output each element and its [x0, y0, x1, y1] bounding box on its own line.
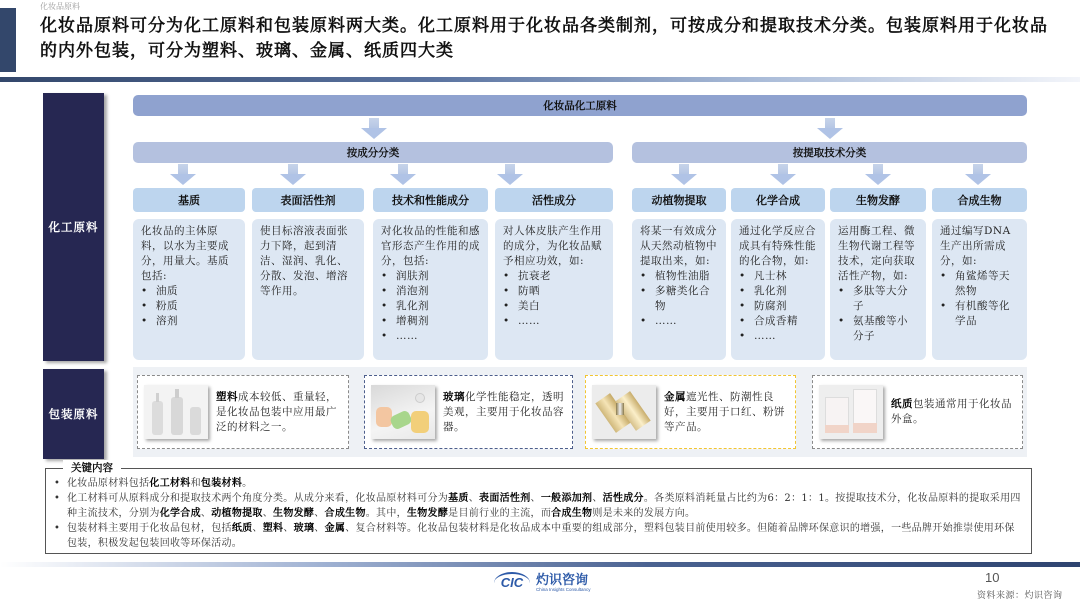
breadcrumb: 化妆品原料 — [40, 2, 80, 11]
arrow-down-icon — [280, 164, 306, 186]
list-item: • …… — [640, 314, 718, 329]
card-fermentation — [830, 219, 926, 360]
logo-name-cn: 灼识咨询 — [536, 572, 589, 587]
card-functional — [373, 219, 488, 360]
card-base — [133, 219, 245, 360]
packaging-desc: 化学性能稳定，透明美观，主要用于化妆品容器。 — [443, 390, 564, 433]
packaging-name: 玻璃 — [443, 390, 465, 403]
list-item: • 抗衰老 — [503, 269, 605, 284]
node-by-extraction: 按提取技术分类 — [632, 142, 1027, 163]
source-note: 资料来源：灼识咨询 — [977, 591, 1063, 601]
packaging-desc: 遮光性、防潮性良好，主要用于口红、粉饼等产品。 — [664, 390, 785, 433]
card-synthetic-biology — [932, 219, 1027, 360]
list-item: • 凡士林 — [739, 269, 817, 284]
card-extraction — [632, 219, 726, 360]
arrow-down-icon — [965, 164, 991, 186]
page-number: 10 — [985, 570, 1000, 585]
arrow-down-icon — [817, 118, 843, 140]
list-item: • 有机酸等化学品 — [940, 299, 1019, 329]
root-node: 化妆品化工原料 — [133, 95, 1027, 116]
arrow-down-icon — [361, 118, 387, 140]
category-active: 活性成分 — [495, 188, 613, 212]
category-chemical-synthesis: 化学合成 — [731, 188, 825, 212]
card-desc: 运用酶工程、微生物代谢工程等技术，定向获取活性产物，如: — [838, 225, 915, 282]
metal-lipstick-image — [592, 385, 656, 439]
arrow-down-icon — [390, 164, 416, 186]
list-item: • 合成香精 — [739, 314, 817, 329]
list-item: • …… — [503, 314, 605, 329]
packaging-name: 金属 — [664, 390, 686, 403]
list-item: • 角鲨烯等天然物 — [940, 269, 1019, 299]
plastic-bottles-image — [144, 385, 208, 439]
card-desc: 通过化学反应合成具有特殊性能的化合物，如: — [739, 225, 816, 267]
list-item: • …… — [381, 329, 480, 344]
list-item: • 氨基酸等小分子 — [838, 314, 918, 344]
packaging-glass — [364, 375, 573, 449]
card-desc: 通过编写DNA生产出所需成分，如: — [940, 225, 1011, 267]
card-active — [495, 219, 613, 360]
list-item: • 多糖类化合物 — [640, 284, 718, 314]
glass-bottles-image — [371, 385, 435, 439]
card-desc: 将某一有效成分从天然动植物中提取出来，如: — [640, 225, 717, 267]
packaging-name: 纸质 — [891, 398, 913, 410]
side-label-packaging: 包装原料 — [43, 369, 104, 459]
category-synthetic-biology: 合成生物 — [932, 188, 1027, 212]
packaging-desc: 包装通常用于化妆品外盒。 — [891, 398, 1012, 425]
card-desc: 化妆品的主体原料，以水为主要成分，用量大。基质包括: — [141, 225, 229, 282]
category-fermentation: 生物发酵 — [830, 188, 926, 212]
list-item: • 消泡剂 — [381, 284, 480, 299]
list-item: • 增稠剂 — [381, 314, 480, 329]
list-item: • 防晒 — [503, 284, 605, 299]
arrow-down-icon — [497, 164, 523, 186]
header-accent-bar — [0, 8, 16, 72]
list-item: • …… — [739, 329, 817, 344]
logo-name-en: China Insights Consultancy — [536, 587, 591, 592]
category-extraction: 动植物提取 — [632, 188, 726, 212]
paper-boxes-image — [819, 385, 883, 439]
card-desc: 使目标溶液表面张力下降，起到清洁、湿润、乳化、分散、发泡、增溶等作用。 — [260, 225, 348, 297]
category-base: 基质 — [133, 188, 245, 212]
key-bullet: • 包装材料主要用于化妆品包材，包括纸质、塑料、玻璃、金属、复合材料等。化妆品包装材料是化妆品成本中重要的组成部分，塑料包装目前使用较多。但随着品牌环保意识的增强，一些品牌开始推崇使用环保包装，积极发起包装回收等环保活动。 — [52, 521, 1022, 551]
arrow-down-icon — [170, 164, 196, 186]
list-item: • 溶剂 — [141, 314, 237, 329]
packaging-paper — [812, 375, 1023, 449]
list-item: • 油质 — [141, 284, 237, 299]
card-desc: 对人体皮肤产生作用的成分，为化妆品赋予相应功效，如: — [503, 225, 602, 267]
arrow-down-icon — [770, 164, 796, 186]
list-item: • 乳化剂 — [739, 284, 817, 299]
header-divider — [0, 77, 1080, 82]
packaging-plastic — [137, 375, 349, 449]
node-by-ingredient: 按成分分类 — [133, 142, 613, 163]
side-label-chemical: 化工原料 — [43, 93, 104, 361]
card-surfactant — [252, 219, 364, 360]
card-chemical-synthesis — [731, 219, 825, 360]
packaging-metal — [585, 375, 796, 449]
key-bullet: • 化妆品原材料包括化工材料和包装材料。 — [52, 476, 1022, 491]
list-item: • 润肤剂 — [381, 269, 480, 284]
list-item: • 植物性油脂 — [640, 269, 718, 284]
key-bullet: • 化工材料可从原料成分和提取技术两个角度分类。从成分来看，化妆品原材料可分为基质、表面活性剂、一般添加剂、活性成分。各类原料消耗量占比约为6：2：1：1。按提取技术分，化妆品原料的提取采用四种主流技术，分别为化学合成、动植物提取、生物发酵、合成生物。其中，生物发酵是目前行业的主流，而合成生物则是未来的发展方向。 — [52, 491, 1022, 521]
key-content-title: 关键内容 — [63, 460, 121, 475]
list-item: • 乳化剂 — [381, 299, 480, 314]
footer-divider — [0, 562, 1080, 567]
key-content-list — [52, 476, 1022, 551]
page-title: 化妆品原料可分为化工原料和包装原料两大类。化工原料用于化妆品各类制剂，可按成分和提取技术分类。包装原料用于化妆品的内外包装，可分为塑料、玻璃、金属、纸质四大类 — [40, 16, 1048, 61]
list-item: • 粉质 — [141, 299, 237, 314]
list-item: • 防腐剂 — [739, 299, 817, 314]
packaging-name: 塑料 — [216, 390, 238, 403]
category-surfactant: 表面活性剂 — [252, 188, 364, 212]
card-desc: 对化妆品的性能和感官形态产生作用的成分，包括: — [381, 225, 480, 267]
arrow-down-icon — [865, 164, 891, 186]
arrow-down-icon — [671, 164, 697, 186]
list-item: • 美白 — [503, 299, 605, 314]
company-logo — [494, 572, 591, 594]
category-functional: 技术和性能成分 — [373, 188, 488, 212]
list-item: • 多肽等大分子 — [838, 284, 918, 314]
packaging-desc: 成本较低、重量轻，是化妆品包装中应用最广泛的材料之一。 — [216, 390, 337, 433]
cic-logo-icon: CIC — [494, 572, 530, 594]
